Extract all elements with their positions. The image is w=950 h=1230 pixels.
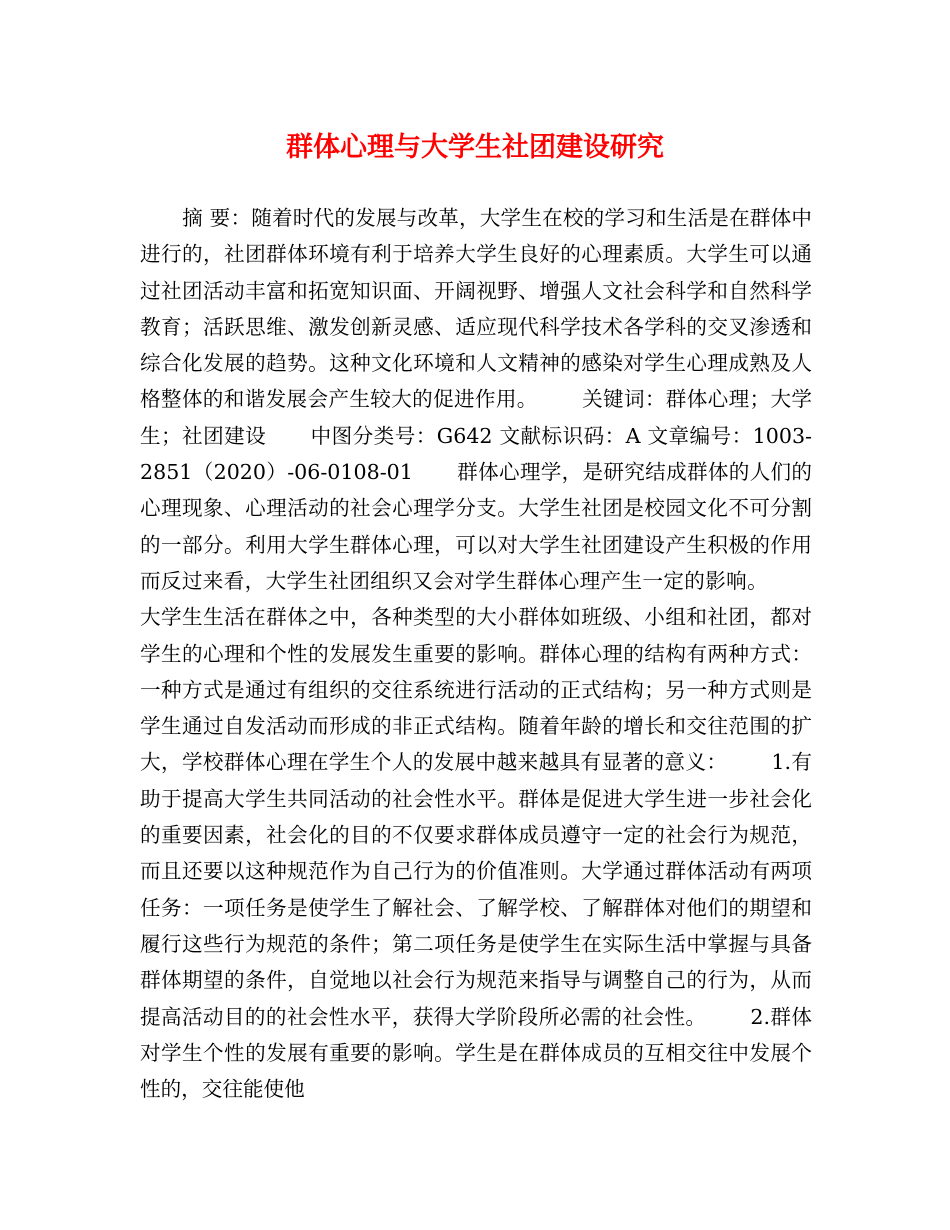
point-one-paragraph: 1.有助于提高大学生共同活动的社会性水平。群体是促进大学生进一步社会化的重要因素，社会化的目的不仅要求群体成员遵守一定的社会行为规范，而且还要以这种规范作为自己行为的价值准则。大学通过群体活动有两项任务：一项任务是使学生了解社会、了解学校、了解群体对他们的期望和履行这些行为规范的条件；第二项任务是使学生在实际生活中掌握与具备群体期望的条件，自觉地以社会行为规范来指导与调整自己的行为，从而提高活动目的的社会性水平，获得大学阶段所必需的社会性。 — [140, 750, 813, 1029]
abstract-text: 摘 要：随着时代的发展与改革，大学生在校的学习和生活是在群体中进行的，社团群体环境有利于培养大学生良好的心理素质。大学生可以通过社团活动丰富和拓宽知识面、开阔视野、增强人文社会科学和自然科学教育；活跃思维、激发创新灵感、适应现代科学技术各学科的交叉渗透和综合化发展的趋势。这种文化环境和人文精神的感染对学生心理成熟及人格整体的和谐发展会产生较大的促进作用。 — [140, 206, 812, 412]
keywords-text: 关键词：群体心理；大学生；社团建设 — [140, 387, 813, 448]
intro-paragraph: 群体心理学，是研究结成群体的人们的心理现象、心理活动的社会心理学分支。大学生社团是校园文化不可分割的一部分。利用大学生群体心理，可以对大学生社团建设产生积极的作用而反过来看，大学生社团组织又会对学生群体心理产生一定的影响。 — [140, 460, 813, 593]
point-two-paragraph: 2.群体对学生个性的发展有重要的影响。学生是在群体成员的互相交往中发展个性的，交往能使他 — [140, 1004, 812, 1102]
document-body — [140, 200, 812, 1107]
group-structure-paragraph: 大学生生活在群体之中，各种类型的大小群体如班级、小组和社团，都对学生的心理和个性的发展发生重要的影响。群体心理的结构有两种方式：一种方式是通过有组织的交往系统进行活动的正式结构；另一种方式则是学生通过自发活动而形成的非正式结构。随着年龄的增长和交往范围的扩大，学校群体心理在学生个人的发展中越来越具有显著的意义： — [140, 605, 812, 775]
document-title: 群体心理与大学生社团建设研究 — [286, 132, 664, 163]
classification-text: 中图分类号：G642 文献标识码：A 文章编号：1003-2851（2020）-06-0108-01 — [140, 423, 813, 485]
